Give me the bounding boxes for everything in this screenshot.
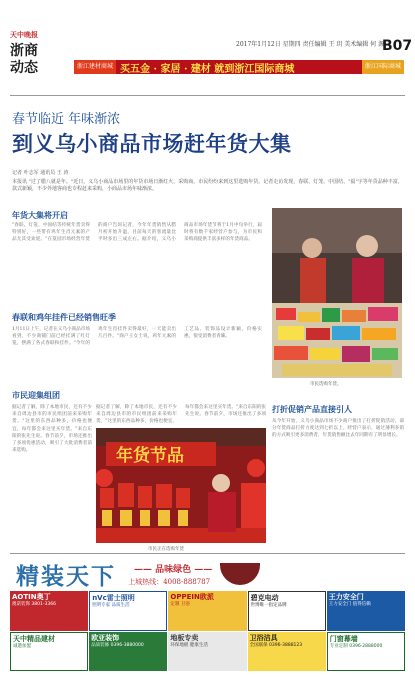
ad-cell[interactable] (248, 591, 326, 631)
ad-cell[interactable] (10, 591, 88, 631)
shop-sign-text: 年货节品 (116, 446, 184, 466)
ad-title: 卫浴洁具 (249, 633, 278, 642)
ad-title: 碧克电动 (250, 594, 279, 602)
new-year-goods-photo-graphic (96, 428, 266, 543)
section-title: 浙商 动态 (10, 43, 38, 76)
ad-divider (10, 553, 405, 554)
issue-line: 2017年1月12日 星期四 责任编辑 王 玥 美术编辑 何 源 (236, 41, 385, 48)
ad-title: OPPEIN欧派 (170, 593, 214, 601)
ad-subtitle: 全国联保 0396-3888123 (249, 642, 303, 648)
ad-cell[interactable] (327, 632, 405, 672)
section-body: 从今年开始，义乌小商品市场不少商户推出了打折促销活动，部分年货商品打折力度达到七折以上。经营户表示，通过薄利多销的方式吸引更多消费者，年货销售额比去年同期有了明显增长。 (272, 419, 404, 439)
photo-caption: 市民正在选购年货 (148, 547, 184, 552)
header-divider (10, 95, 405, 96)
ad-title: 地板专卖 (170, 633, 199, 642)
bowl-icon (220, 563, 260, 585)
ad-subtitle: 品质装修 0396-3880000 (91, 642, 144, 648)
ad-cell[interactable] (327, 591, 405, 631)
ad-cell[interactable] (168, 632, 246, 672)
masthead (10, 30, 52, 92)
ad-cell[interactable] (89, 632, 167, 672)
newspaper-logo: 天中晚报 (10, 30, 38, 39)
ad-title: 门窗幕墙 (329, 634, 358, 643)
article-kicker: 春节临近 年味渐浓 (12, 112, 121, 127)
ad-subtitle: 澳诺装饰 3801-3366 (12, 602, 56, 607)
top-ad-left: 浙江建材商城 (74, 60, 116, 74)
section-body-continued: 据记者了解，除了本地市民，还有不少来自周边县市的市民组团前来采购年货。"这里的东西品种多，价格也便宜，每年都会来这里买年货。"来自东阳的张先生说。春节前夕，市场还推出了多项 (96, 405, 266, 425)
ad-cell[interactable] (248, 632, 326, 672)
classified-ads-grid (10, 591, 405, 671)
ad-subtitle: 专业定制 0396-2888000 (329, 643, 383, 649)
section-heading: 春联和鸡年挂件已经销售旺季 (12, 313, 116, 322)
banner-advertisement[interactable] (10, 558, 405, 590)
ad-title: AOTIN奥丁 (12, 593, 51, 601)
section-body: 1月11日上午，记者在义乌小商品市场看到，不少商铺门前已经挂满了红灯笼，摆满了各式春联和挂件。"今年的鸡年生肖挂件卖得最好，一天能卖出几百件。"商户王女士说，鸡年元素的工艺品、装饰品设计新颖，价格实惠，很受消费者青睐。 (12, 327, 262, 347)
section-heading: 市民迎集组团 (12, 391, 60, 400)
ad-title: nVc雷士照明 (92, 594, 135, 602)
ad-subtitle: 王力安全门 值得信赖 (328, 602, 371, 607)
ad-title: 王力安全门 (328, 593, 364, 601)
photo-caption: 市民选购年货。 (310, 382, 342, 387)
ad-subtitle: 环保地板 健康生活 (170, 642, 208, 648)
top-advertisement[interactable] (74, 60, 404, 74)
ad-cell[interactable] (168, 591, 246, 631)
ad-title: 欧亚装饰 (91, 633, 120, 642)
ad-subtitle: 诚邀加盟 (13, 643, 31, 649)
banner-subtitle: —— 品味绿色 —— (134, 564, 213, 575)
ad-cell[interactable] (89, 591, 167, 631)
ad-title: 天中精品建材 (13, 634, 55, 643)
page-number: B07 (382, 38, 413, 54)
ad-cell[interactable] (10, 632, 88, 672)
article-byline: 记者 叶志军 通讯员 王 涛 (12, 170, 69, 176)
section-heading: 打折促销产品直接引人 (272, 405, 352, 414)
ad-subtitle: 世博唯一指定品牌 (250, 603, 287, 608)
ad-subtitle: 定制 卫浴 (170, 602, 190, 607)
section-body: 据记者了解，除了本地市民，还有不少来自周边县市的市民组团前来采购年货。"这里的东西品种多，价格也便宜，每年都会来这里买年货。"来自东阳的张先生说。春节前夕，市场还推出了多项优惠活动，吸引了大批消费者前来选购。 (12, 405, 92, 454)
market-photo (272, 208, 402, 378)
new-year-goods-photo (96, 428, 266, 543)
section-heading: 年货大集将开启 (12, 211, 68, 220)
market-photo-graphic (272, 208, 402, 378)
article-intro: 本报讯 "过了腊八就是年。"近日，义乌小商品市场里的年货市场日渐红火，采购商、市民纷纷来到这里选购年货。记者走访发现，春联、灯笼、中国结、"福"字等年货品种丰富，款式新颖，不少外地客商也专程赶来采购，小商品市场年味渐浓。 (12, 179, 403, 192)
ad-subtitle: 照明专家 品质生活 (92, 603, 130, 608)
top-ad-right: 浙江国际商城 (362, 60, 404, 74)
banner-hotline: 上城热线：4008-888787 (128, 577, 211, 586)
article-headline: 到义乌小商品市场赶年货大集 (12, 132, 292, 156)
top-ad-middle: 买五金 · 家居 · 建材 就到浙江国际商城 (120, 63, 295, 75)
banner-text (126, 562, 212, 587)
section-body: "春联、灯笼、中国结等传统年货卖得特别好，一些带有鸡年生肖元素的产品尤其受欢迎。"在篁园市场经营年货的商户告诉记者，今年年货销售从腊月初开始升温，目前每天的客流量比平时多出三成左右。据介绍，义乌小商品市场年货节将于1月中旬举行，届时将有数千家经营户参与，为市民和采购商提供丰富多样的年货商品。 (12, 223, 262, 243)
banner-slogan: 精装天下 (16, 562, 116, 590)
